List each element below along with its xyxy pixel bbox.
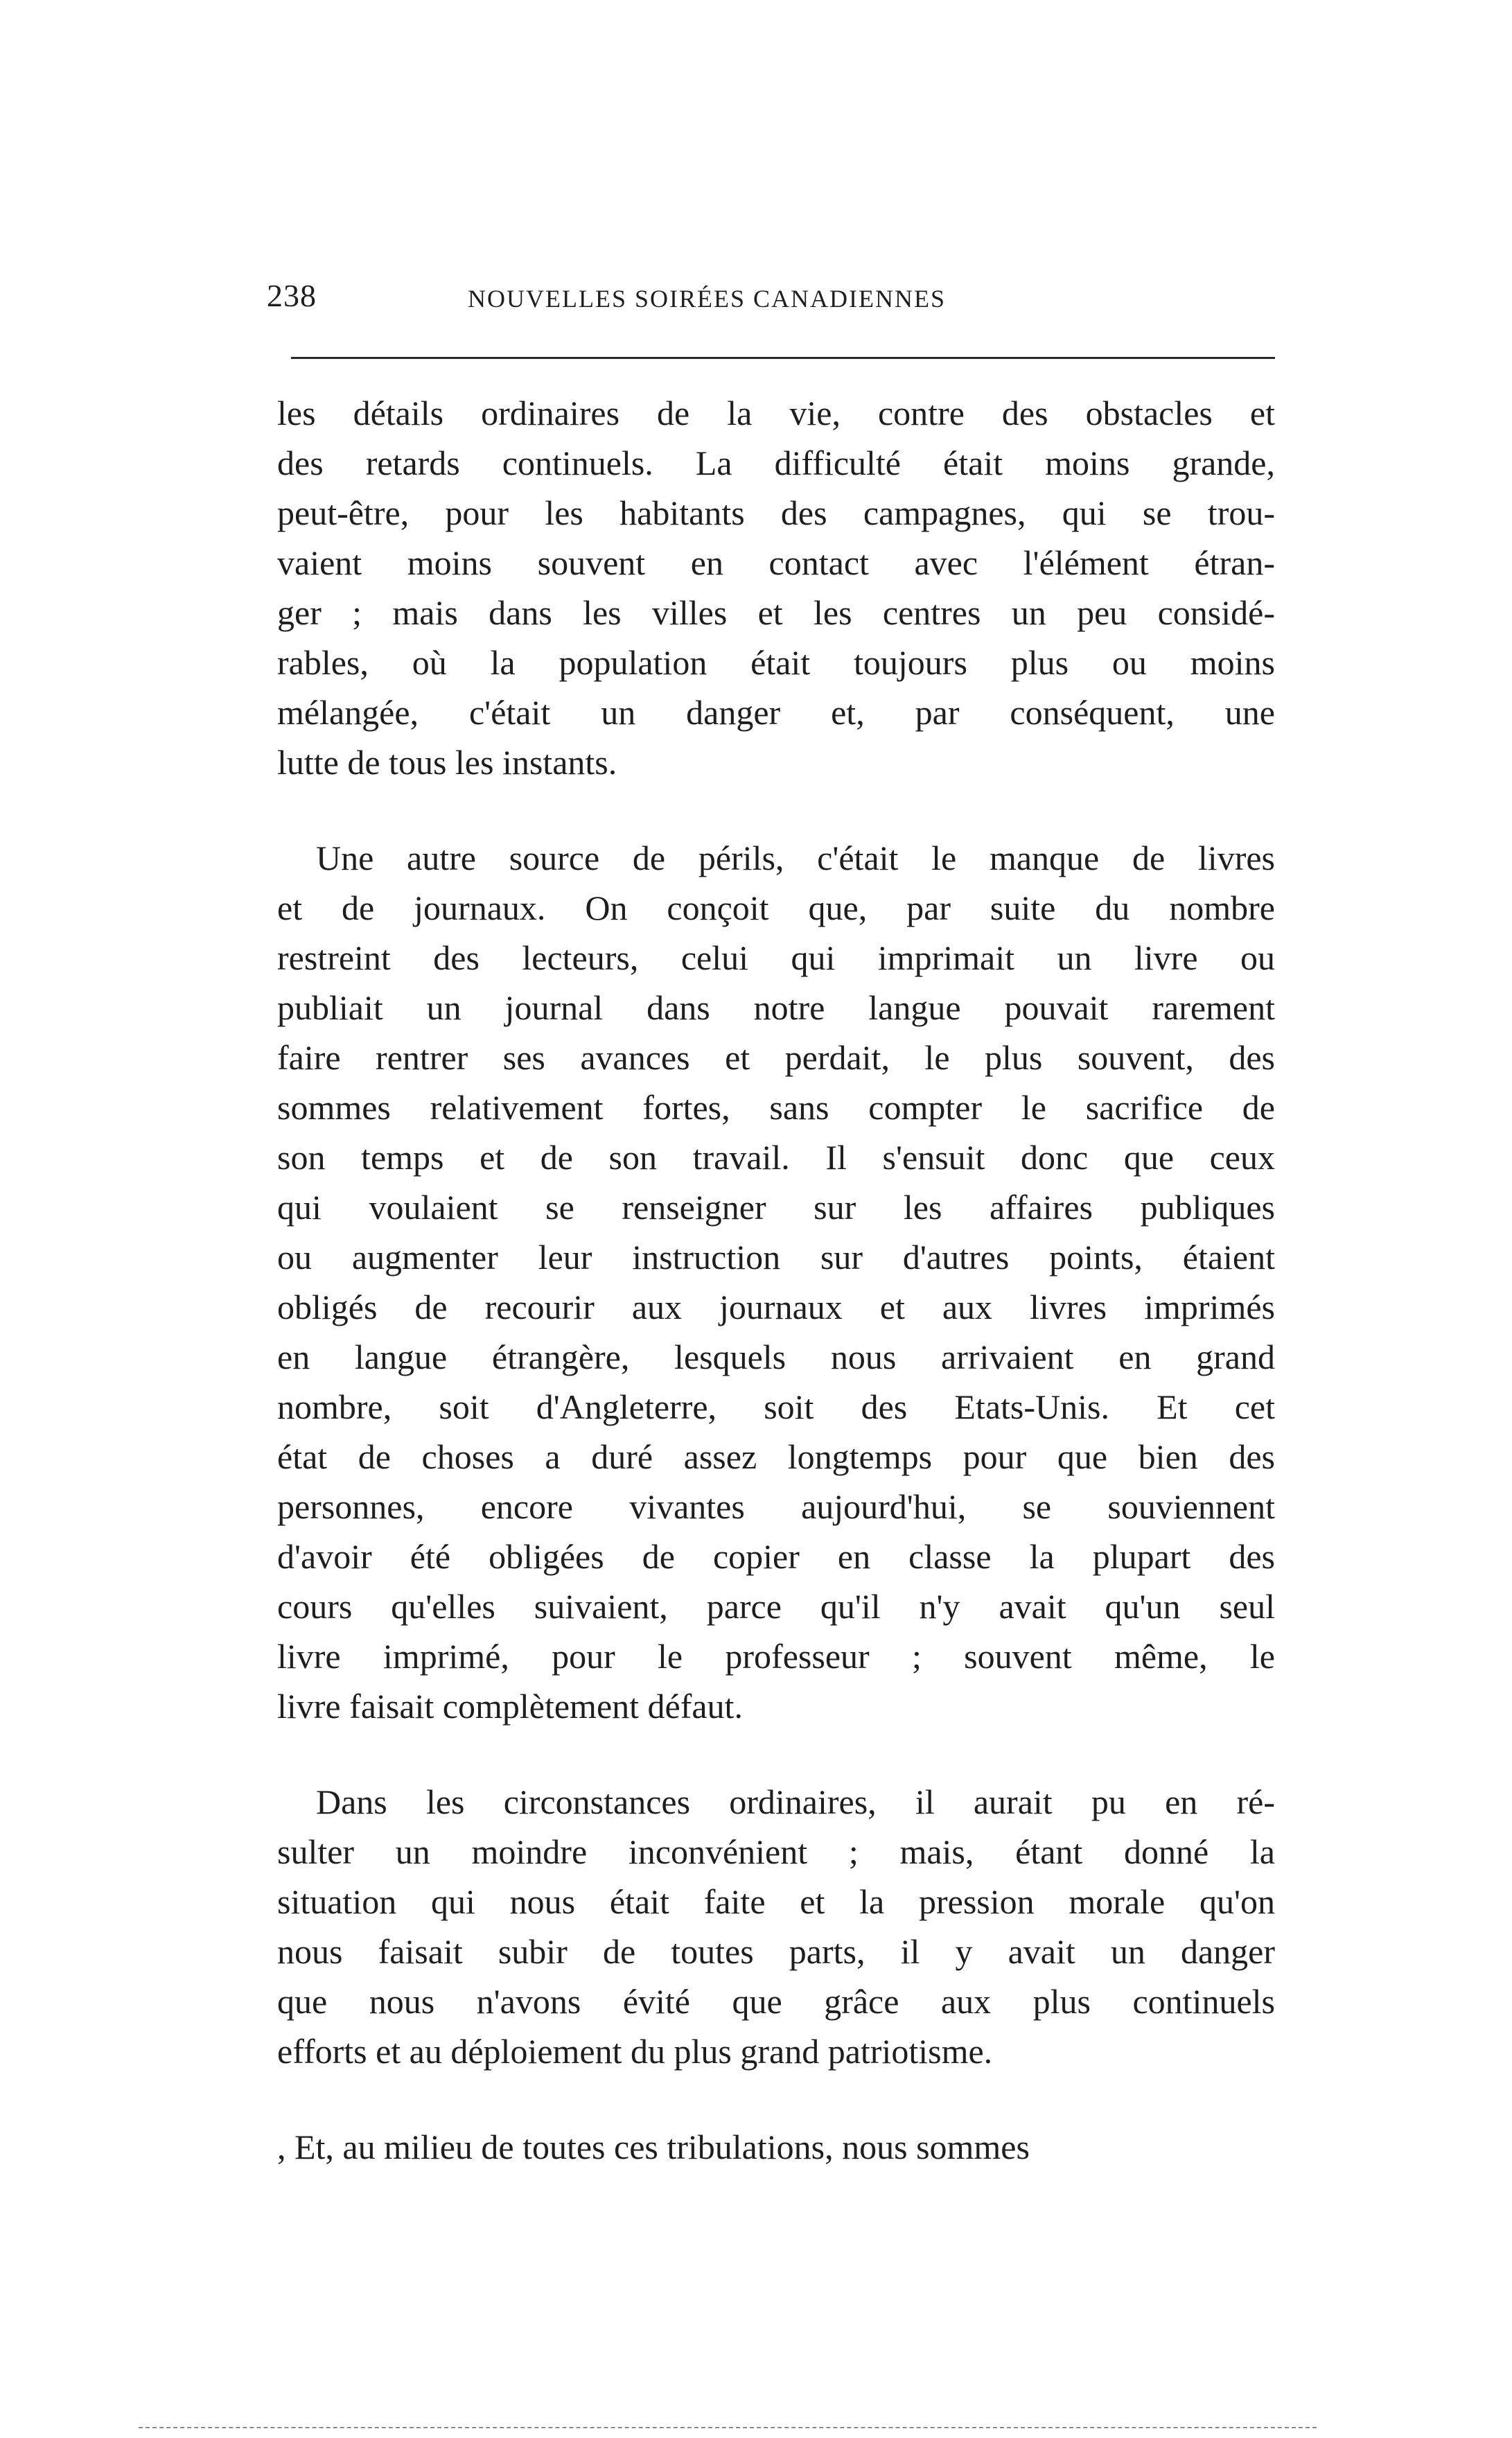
text-line: état de choses a duré assez longtemps pour que bien des <box>277 1437 1275 1476</box>
paragraph-2 <box>277 833 1275 1731</box>
text-line: ou augmenter leur instruction sur d'autres points, étaient <box>277 1238 1275 1277</box>
text-line: obligés de recourir aux journaux et aux livres imprimés <box>277 1288 1275 1326</box>
text-line: mélangée, c'était un danger et, par conséquent, une <box>277 693 1275 732</box>
page-number: 238 <box>267 278 317 313</box>
body-text <box>277 388 1275 2172</box>
text-line: , Et, au milieu de toutes ces tribulations, nous sommes <box>277 2128 1030 2166</box>
text-line: rables, où la population était toujours plus ou moins <box>277 643 1275 682</box>
text-line: efforts et au déploiement du plus grand patriotisme. <box>277 2032 993 2071</box>
text-line: personnes, encore vivantes aujourd'hui, se souviennent <box>277 1487 1275 1526</box>
running-title: NOUVELLES SOIRÉES CANADIENNES <box>468 285 946 313</box>
text-line: nombre, soit d'Angleterre, soit des Etats-Unis. Et cet <box>277 1387 1275 1426</box>
text-line: Dans les circonstances ordinaires, il aurait pu en ré- <box>316 1782 1275 1821</box>
paragraph-1 <box>277 388 1275 787</box>
text-line: faire rentrer ses avances et perdait, le plus souvent, des <box>277 1038 1275 1077</box>
text-line: d'avoir été obligées de copier en classe la plupart des <box>277 1537 1275 1576</box>
text-line: en langue étrangère, lesquels nous arrivaient en grand <box>277 1338 1275 1376</box>
text-line: sulter un moindre inconvénient ; mais, étant donné la <box>277 1832 1275 1871</box>
text-line: cours qu'elles suivaient, parce qu'il n'y avait qu'un seul <box>277 1587 1275 1626</box>
text-line: peut-être, pour les habitants des campagnes, qui se trou- <box>277 493 1275 532</box>
paragraph-4 <box>277 2122 1275 2172</box>
text-line: vaient moins souvent en contact avec l'élément étran- <box>277 543 1275 582</box>
text-line: que nous n'avons évité que grâce aux plus continuels <box>277 1982 1275 2021</box>
text-line: ger ; mais dans les villes et les centres un peu considé- <box>277 593 1275 632</box>
text-line: sommes relativement fortes, sans compter le sacrifice de <box>277 1088 1275 1127</box>
text-line: son temps et de son travail. Il s'ensuit donc que ceux <box>277 1138 1275 1177</box>
text-line: qui voulaient se renseigner sur les affaires publiques <box>277 1188 1275 1227</box>
text-line: nous faisait subir de toutes parts, il y avait un danger <box>277 1932 1275 1971</box>
text-line: livre imprimé, pour le professeur ; souvent même, le <box>277 1637 1275 1676</box>
text-line: des retards continuels. La difficulté était moins grande, <box>277 444 1275 482</box>
bottom-edge-line <box>139 2427 1317 2428</box>
text-line: les détails ordinaires de la vie, contre des obstacles et <box>277 394 1275 432</box>
text-line: situation qui nous était faite et la pression morale qu'on <box>277 1882 1275 1921</box>
page-header <box>267 270 1282 326</box>
text-line: lutte de tous les instants. <box>277 743 617 782</box>
text-line: Une autre source de périls, c'était le manque de livres <box>316 839 1275 877</box>
paragraph-3 <box>277 1777 1275 2076</box>
text-line: publiait un journal dans notre langue pouvait rarement <box>277 988 1275 1027</box>
text-line: livre faisait complètement défaut. <box>277 1687 743 1726</box>
text-line: et de journaux. On conçoit que, par suite du nombre <box>277 888 1275 927</box>
text-line: restreint des lecteurs, celui qui imprimait un livre ou <box>277 938 1275 977</box>
header-rule <box>291 357 1275 359</box>
